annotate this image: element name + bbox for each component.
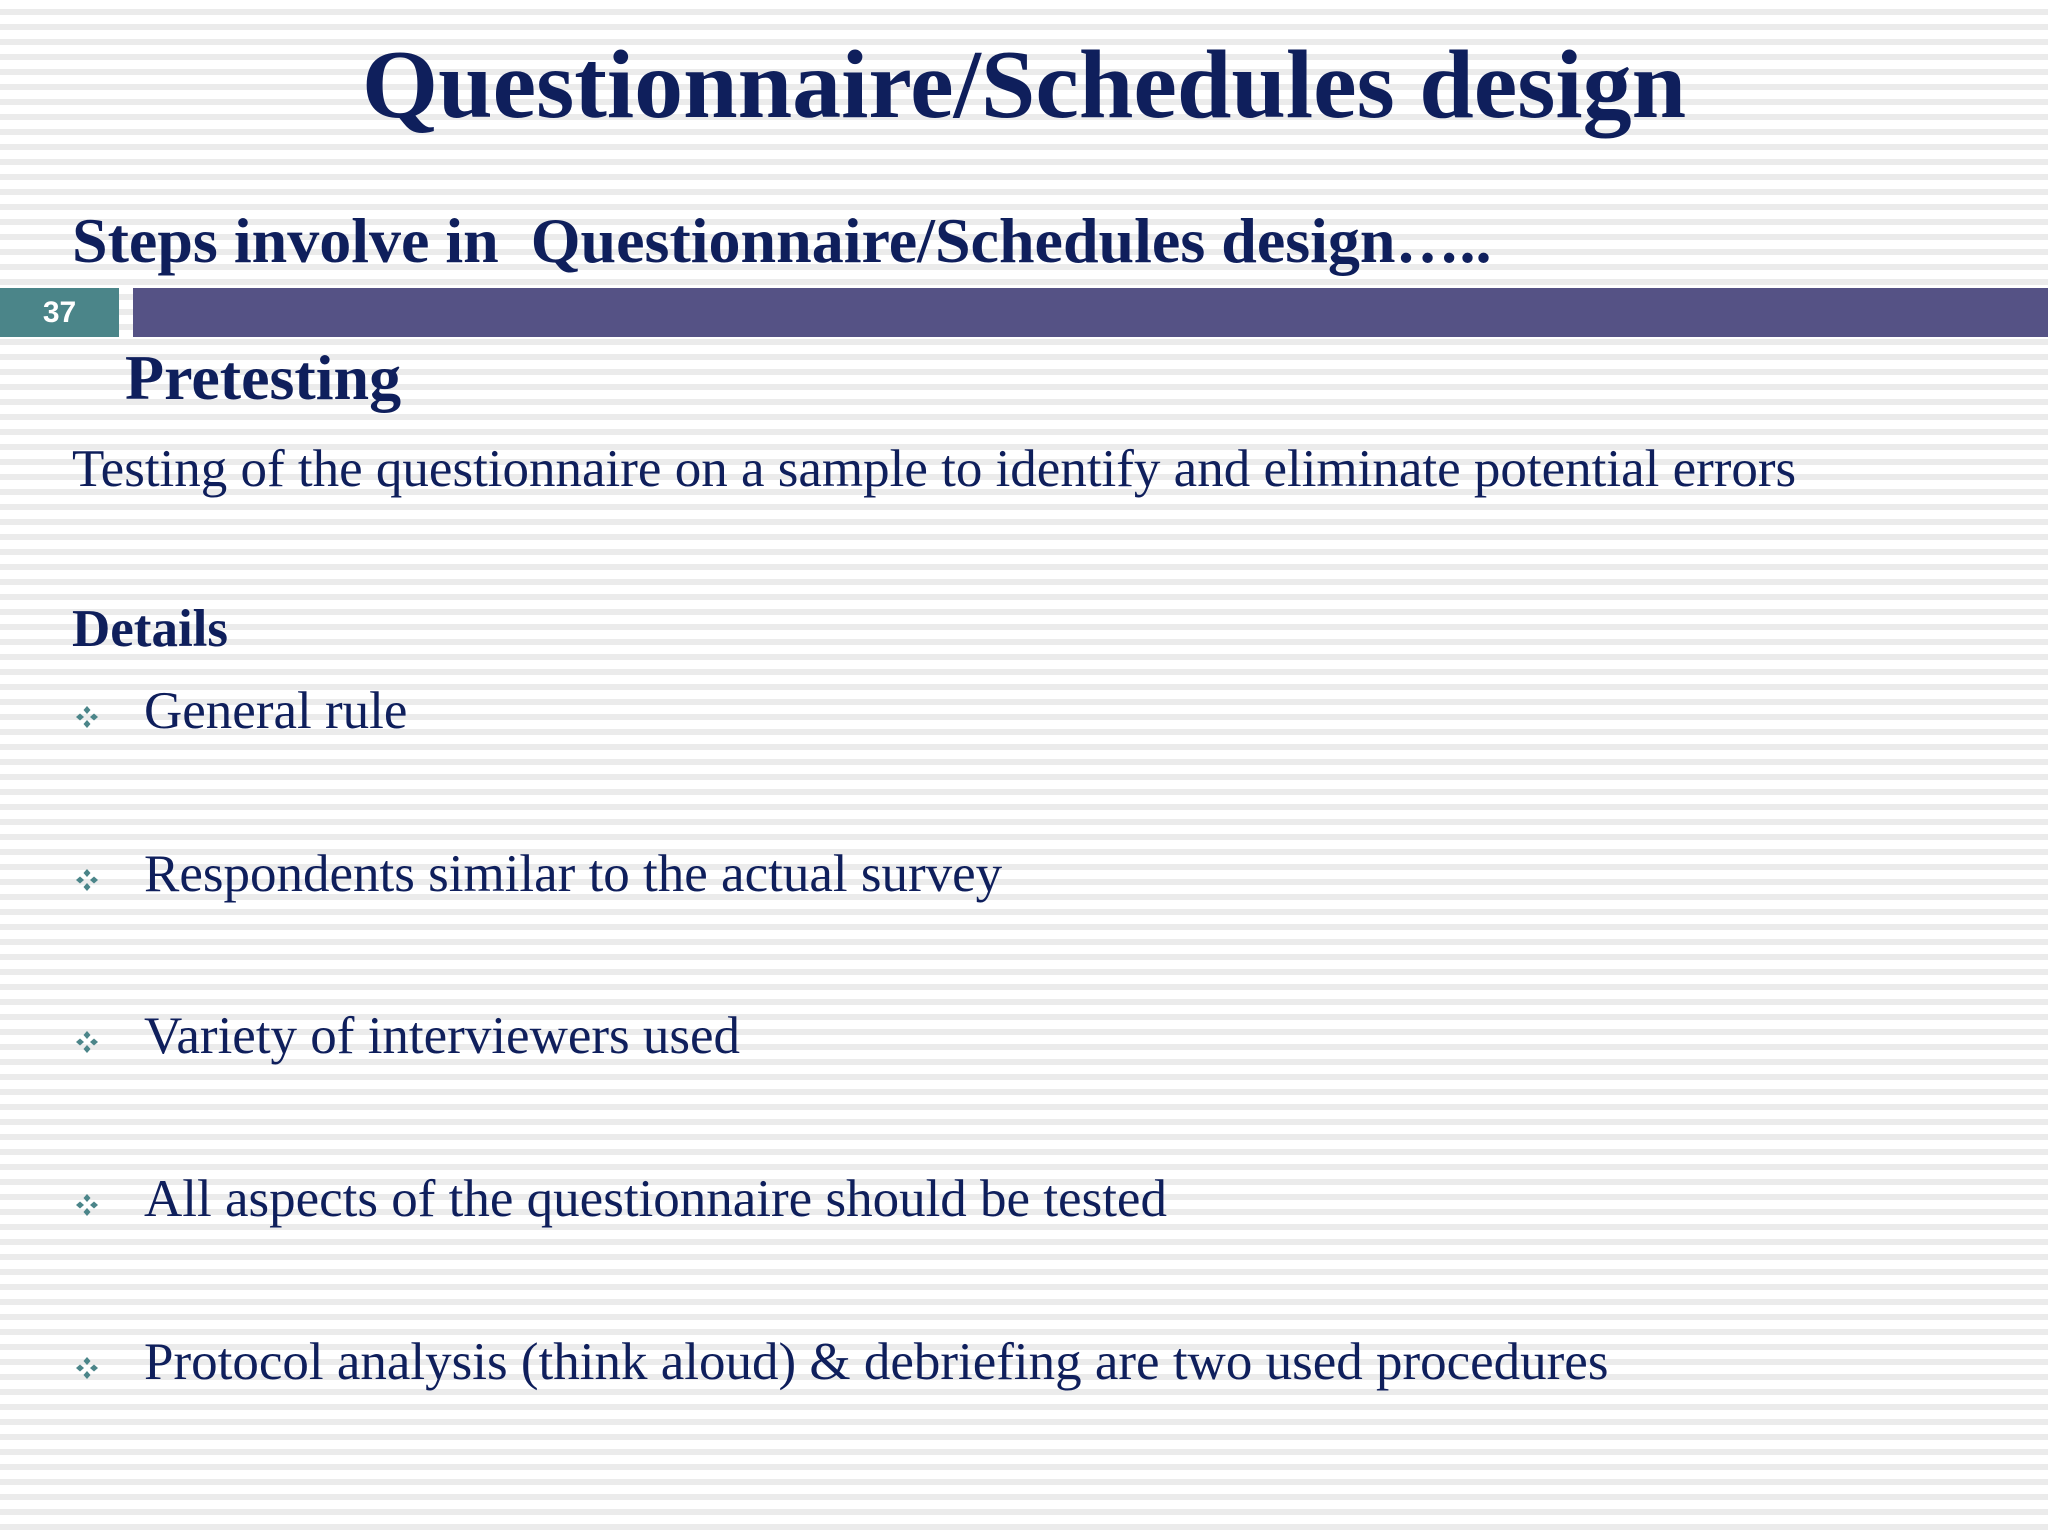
bullet-text: Respondents similar to the actual survey	[144, 845, 1003, 903]
slide-subtitle: Steps involve in Questionnaire/Schedules design…..	[72, 205, 1492, 276]
four-diamond-bullet-icon	[75, 705, 99, 729]
header-bar	[133, 288, 2048, 337]
slide-title: Questionnaire/Schedules design	[361, 31, 1687, 139]
four-diamond-bullet-icon	[75, 1356, 99, 1380]
four-diamond-bullet-icon	[75, 1030, 99, 1054]
bullet-text: Protocol analysis (think aloud) & debriefing are two used procedures	[144, 1333, 1609, 1391]
four-diamond-bullet-icon	[75, 1193, 99, 1217]
details-label: Details	[72, 600, 229, 658]
definition-text: Testing of the questionnaire on a sample to identify and eliminate potential errors	[72, 440, 1797, 498]
bullet-text: General rule	[144, 682, 408, 740]
bullet-item	[72, 1004, 1972, 1068]
bullet-item	[72, 1330, 1972, 1394]
slide-number: 37	[0, 288, 119, 337]
bullet-text: Variety of interviewers used	[144, 1007, 741, 1065]
section-heading: Pretesting	[125, 342, 402, 413]
bullet-text: All aspects of the questionnaire should be tested	[144, 1170, 1167, 1228]
bullet-item	[72, 1167, 1972, 1231]
bullet-item	[72, 842, 1972, 906]
four-diamond-bullet-icon	[75, 868, 99, 892]
bullet-item	[72, 679, 1972, 743]
